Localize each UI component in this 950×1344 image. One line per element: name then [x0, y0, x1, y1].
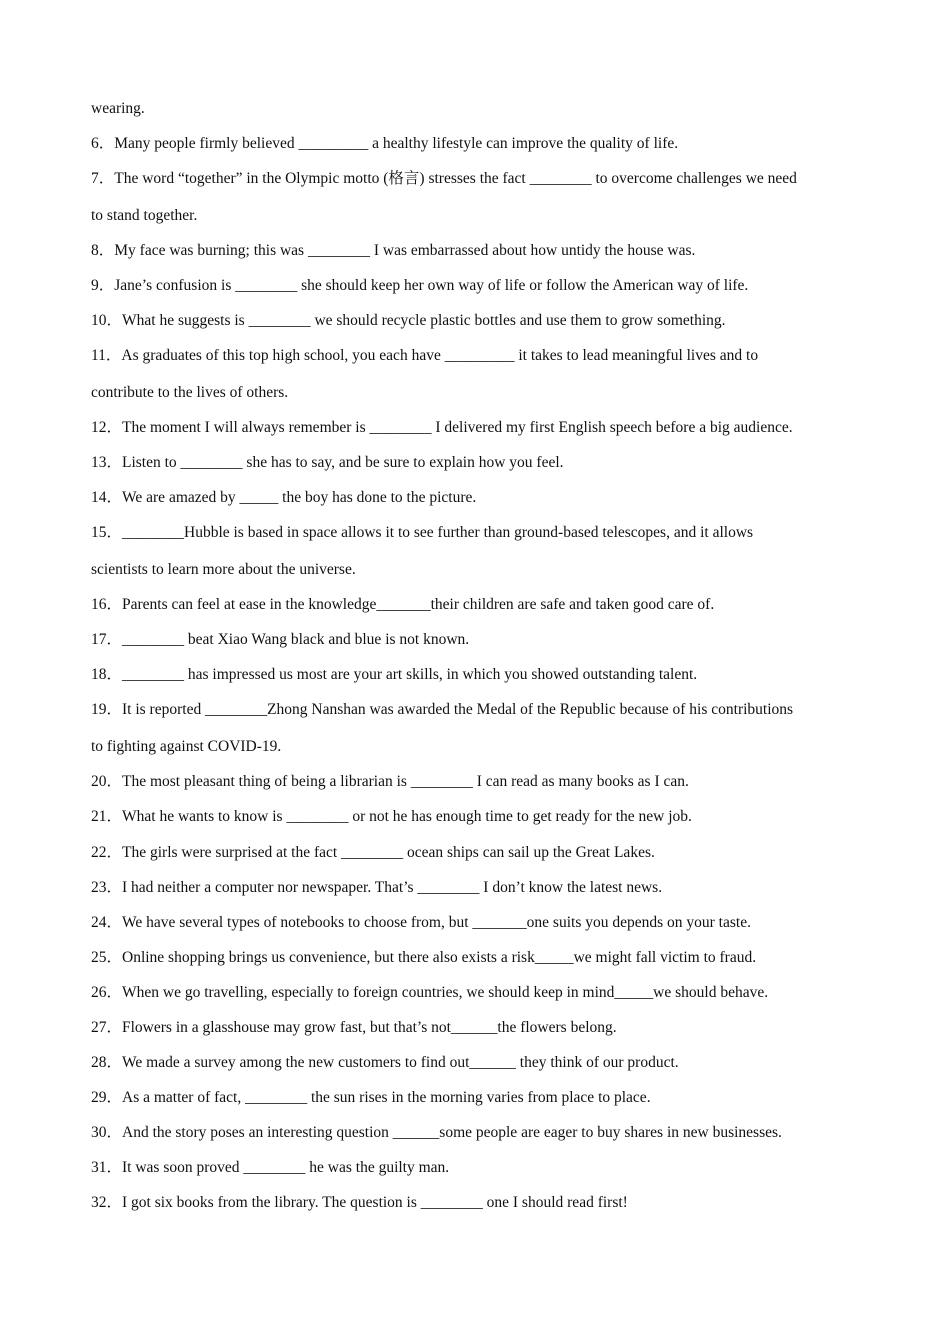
question-26: 26．When we go travelling, especially to foreign countries, we should keep in mind_____we should behave. [91, 984, 769, 1001]
question-6: 6．Many people firmly believed _________ a healthy lifestyle can improve the quality of life. [91, 135, 679, 152]
question-15-continuation: scientists to learn more about the universe. [91, 561, 356, 578]
question-20: 20．The most pleasant thing of being a librarian is ________ I can read as many books as I can. [91, 773, 689, 790]
question-9: 9．Jane’s confusion is ________ she should keep her own way of life or follow the American way of life. [91, 277, 749, 294]
question-18: 18．________ has impressed us most are your art skills, in which you showed outstanding talent. [91, 666, 698, 683]
question-12: 12．The moment I will always remember is ________ I delivered my first English speech before a big audience. [91, 419, 793, 436]
question-7-continuation: to stand together. [91, 207, 198, 224]
question-7: 7．The word “together” in the Olympic motto (格言) stresses the fact ________ to overcome challenges we need [91, 170, 797, 187]
question-text-continuation: wearing. [91, 100, 145, 117]
question-24: 24．We have several types of notebooks to choose from, but _______one suits you depends on your taste. [91, 914, 751, 931]
question-10: 10．What he suggests is ________ we should recycle plastic bottles and use them to grow something. [91, 312, 726, 329]
question-19-continuation: to fighting against COVID-19. [91, 738, 282, 755]
question-8: 8．My face was burning; this was ________ I was embarrassed about how untidy the house was. [91, 242, 696, 259]
question-11-continuation: contribute to the lives of others. [91, 384, 289, 401]
question-28: 28．We made a survey among the new customers to find out______ they think of our product. [91, 1054, 679, 1071]
question-13: 13．Listen to ________ she has to say, and be sure to explain how you feel. [91, 454, 564, 471]
question-31: 31．It was soon proved ________ he was the guilty man. [91, 1159, 450, 1176]
question-25: 25．Online shopping brings us convenience, but there also exists a risk_____we might fall victim to fraud. [91, 949, 757, 966]
question-19: 19．It is reported ________Zhong Nanshan was awarded the Medal of the Republic because of his contributions [91, 701, 794, 718]
question-15: 15．________Hubble is based in space allows it to see further than ground-based telescopes, and it allows [91, 524, 754, 541]
question-21: 21．What he wants to know is ________ or not he has enough time to get ready for the new job. [91, 808, 692, 825]
question-23: 23．I had neither a computer nor newspaper. That’s ________ I don’t know the latest news. [91, 879, 663, 896]
question-22: 22．The girls were surprised at the fact ________ ocean ships can sail up the Great Lakes. [91, 844, 655, 861]
question-29: 29．As a matter of fact, ________ the sun rises in the morning varies from place to place. [91, 1089, 651, 1106]
question-16: 16．Parents can feel at ease in the knowledge_______their children are safe and taken good care of. [91, 596, 715, 613]
question-11: 11．As graduates of this top high school, you each have _________ it takes to lead meaningful lives and to [91, 347, 759, 364]
question-14: 14．We are amazed by _____ the boy has done to the picture. [91, 489, 477, 506]
question-27: 27．Flowers in a glasshouse may grow fast, but that’s not______the flowers belong. [91, 1019, 617, 1036]
question-30: 30．And the story poses an interesting question ______some people are eager to buy shares in new businesses. [91, 1124, 782, 1141]
question-17: 17．________ beat Xiao Wang black and blue is not known. [91, 631, 470, 648]
question-32: 32．I got six books from the library. The question is ________ one I should read first! [91, 1194, 628, 1211]
